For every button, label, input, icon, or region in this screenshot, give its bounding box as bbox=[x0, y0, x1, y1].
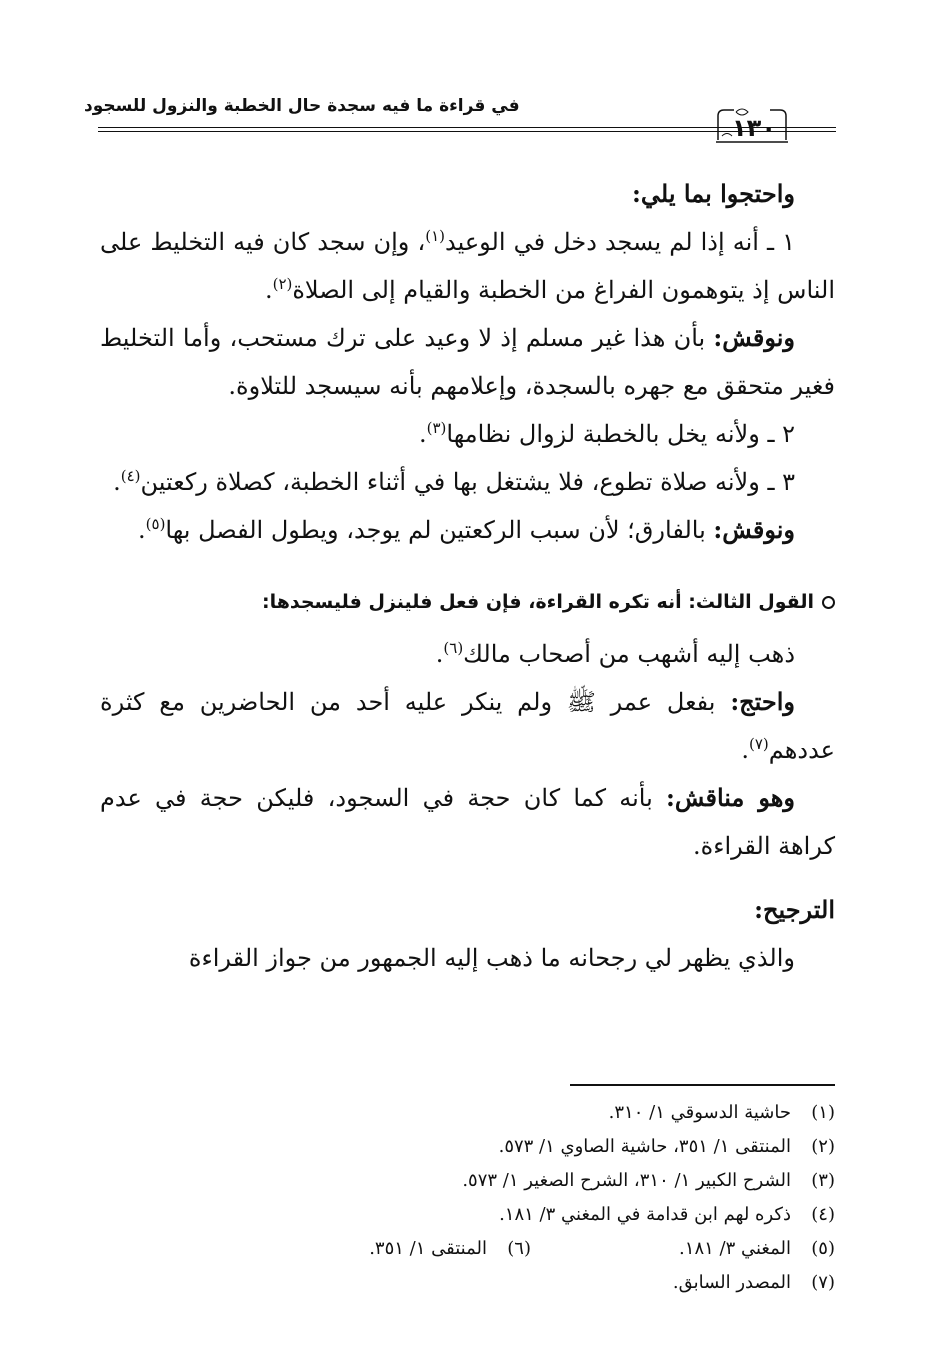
spacer bbox=[100, 554, 835, 570]
paragraph-text: بأنه كما كان حجة في السجود، فليكن حجة في عدم كراهة القراءة. bbox=[100, 784, 835, 860]
footnote-item bbox=[100, 1096, 835, 1130]
argument-heading: واحتجوا بما يلي: bbox=[632, 179, 795, 208]
footnote-ref: (١) bbox=[425, 227, 445, 245]
paragraph-6 bbox=[100, 630, 835, 678]
paragraph-text: ، وإن سجد كان فيه التخليط على الناس إذ يتوهمون الفراغ من الخطبة والقيام إلى الصلاة bbox=[100, 228, 835, 304]
header-rule-right bbox=[800, 127, 836, 132]
paragraph-end: . bbox=[435, 640, 444, 668]
objection-label: ونوقش: bbox=[713, 515, 795, 544]
running-title: في قراءة ما فيه سجدة حال الخطبة والنزول للسجود bbox=[84, 96, 520, 116]
objection-label: وهو مناقش: bbox=[666, 783, 796, 812]
objection-label: ونوقش: bbox=[713, 323, 795, 352]
paragraph-4 bbox=[100, 458, 835, 506]
paragraph-9: والذي يظهر لي رجحانه ما ذهب إليه الجمهور من جواز القراءة bbox=[188, 944, 795, 972]
footnote-text: المنتقى ١/ ٣٥١. bbox=[369, 1238, 487, 1259]
footnote-ref: (٦) bbox=[443, 639, 464, 657]
footnotes bbox=[100, 1096, 835, 1300]
footnote-item bbox=[100, 1232, 835, 1266]
paragraph-text: ٢ ـ ولأنه يخل بالخطبة لزوال نظامها bbox=[446, 420, 795, 448]
paragraph-text: ذهب إليه أشهب من أصحاب مالك bbox=[463, 640, 795, 668]
paragraph-end: . bbox=[741, 736, 749, 764]
footnote-ref: (٣) bbox=[426, 419, 447, 437]
footnote-item bbox=[369, 1232, 531, 1266]
paragraph-text: بأن هذا غير مسلم إذ لا وعيد على ترك مستحب، وأما التخليط فغير متحقق مع جهره بالسجدة، وإعلامهم بأنه سيسجد للتلاوة. bbox=[100, 324, 835, 400]
footnote-text: حاشية الدسوقي ١/ ٣١٠. bbox=[608, 1102, 791, 1123]
paragraph-text: بالفارق؛ لأن سبب الركعتين لم يوجد، ويطول الفصل بها bbox=[165, 516, 714, 544]
footnote-number: (٥) bbox=[811, 1238, 835, 1259]
paragraph-7 bbox=[100, 678, 835, 774]
paragraph-end: . bbox=[138, 516, 146, 544]
footnote-number: (٦) bbox=[507, 1238, 531, 1259]
footnote-text: المغني ٣/ ١٨١. bbox=[679, 1238, 791, 1259]
paragraph-end: . bbox=[113, 468, 121, 496]
footnote-number: (٤) bbox=[811, 1204, 835, 1225]
footnote-item bbox=[100, 1198, 835, 1232]
spacer bbox=[100, 870, 835, 886]
section-heading-text: القول الثالث: أنه تكره القراءة، فإن فعل فلينزل فليسجدها: bbox=[261, 591, 814, 613]
paragraph-text: ٣ ـ ولأنه صلاة تطوع، فلا يشتغل بها في أثناء الخطبة، كصلاة ركعتين bbox=[140, 468, 795, 496]
preference-heading: الترجيح: bbox=[754, 895, 835, 924]
paragraph-text: ١ ـ أنه إذا لم يسجد دخل في الوعيد bbox=[445, 228, 795, 256]
footnote-number: (٣) bbox=[811, 1170, 835, 1191]
footnote-number: (٢) bbox=[811, 1136, 835, 1157]
footnote-ref: (٥) bbox=[145, 515, 166, 533]
footnote-number: (٧) bbox=[811, 1272, 835, 1293]
footnote-item bbox=[100, 1164, 835, 1198]
footnote-text: المصدر السابق. bbox=[672, 1272, 791, 1293]
argument-label: واحتج: bbox=[730, 687, 795, 716]
paragraph-8 bbox=[100, 774, 835, 870]
paragraph-text: بفعل عمر ﷺ ولم ينكر عليه أحد من الحاضرين مع كثرة عددهم bbox=[100, 688, 835, 764]
footnote-text: المنتقى ١/ ٣٥١، حاشية الصاوي ١/ ٥٧٣. bbox=[498, 1136, 791, 1157]
footnote-text: الشرح الكبير ١/ ٣١٠، الشرح الصغير ١/ ٥٧٣. bbox=[462, 1170, 791, 1191]
footnote-ref: (٤) bbox=[120, 467, 141, 485]
paragraph-1 bbox=[100, 218, 835, 314]
footnote-separator bbox=[570, 1084, 835, 1086]
page-number-frame bbox=[712, 106, 792, 146]
footnote-ref: (٢) bbox=[272, 275, 293, 293]
footnote-text: ذكره لهم ابن قدامة في المغني ٣/ ١٨١. bbox=[499, 1204, 791, 1225]
section-heading bbox=[100, 578, 835, 626]
header-rule bbox=[98, 127, 804, 132]
paragraph-3 bbox=[100, 410, 835, 458]
footnote-item bbox=[100, 1130, 835, 1164]
footnote-item bbox=[100, 1266, 835, 1300]
paragraph-end: . bbox=[418, 420, 427, 448]
page-number: ١٣٠ bbox=[732, 114, 776, 142]
paragraph-5 bbox=[100, 506, 835, 554]
paragraph-2 bbox=[100, 314, 835, 410]
footnote-ref: (٧) bbox=[748, 735, 769, 753]
paragraph-end: . bbox=[264, 276, 273, 304]
circle-bullet-icon bbox=[822, 596, 835, 609]
main-text bbox=[100, 170, 835, 982]
footnote-number: (١) bbox=[811, 1102, 835, 1123]
